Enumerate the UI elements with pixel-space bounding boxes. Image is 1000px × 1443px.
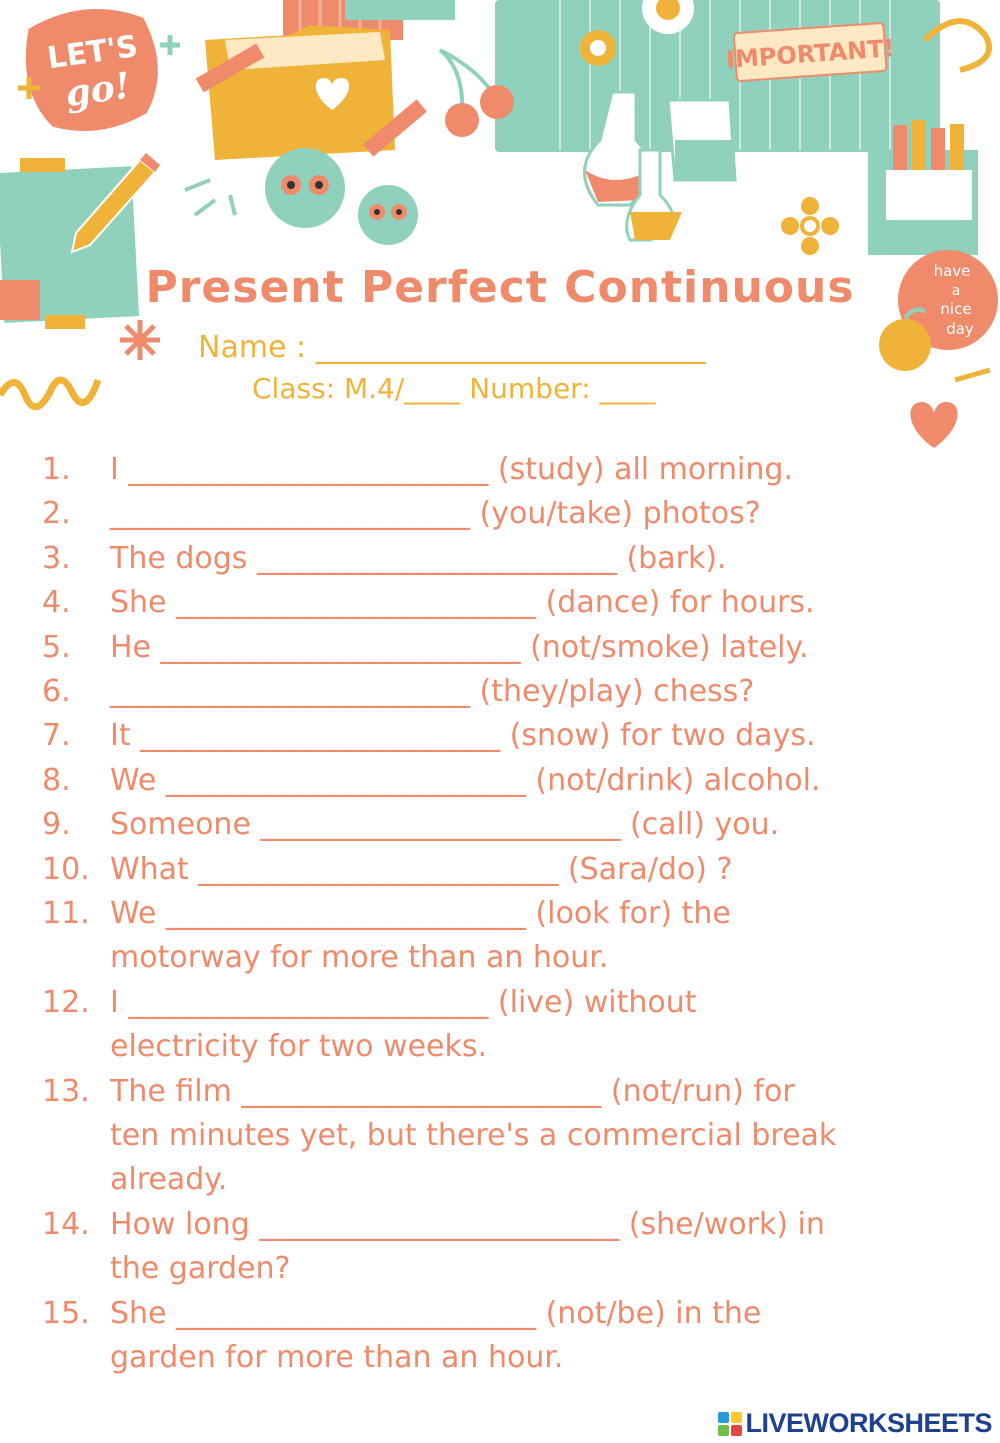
exercise-number: 4.: [42, 585, 71, 621]
liveworksheets-logo-icon: [718, 1412, 742, 1436]
class-number-line: Class: M.4/____ Number: ____: [252, 372, 656, 405]
brand-name: LIVEWORKSHEETS: [745, 1408, 992, 1438]
exercise-number: 5.: [42, 629, 71, 665]
exercise-number: 12.: [42, 984, 90, 1020]
exercise-text: ________________________ (you/take) photos?: [110, 496, 761, 532]
lets-go-sticker: [19, 0, 166, 138]
exercise-number: 8.: [42, 762, 71, 798]
exercise-number: 2.: [42, 496, 71, 532]
asterisk-icon: [120, 320, 160, 360]
exercise-text: We ________________________ (look for) the motorway for more than an hour.: [110, 896, 731, 976]
name-line: Name : __________________________: [198, 330, 706, 365]
liveworksheets-brand[interactable]: [718, 1408, 992, 1439]
cat-face-icon: [265, 148, 418, 245]
exercise-number: 11.: [42, 896, 90, 931]
exercise-number: 15.: [42, 1295, 90, 1331]
exercise-text: She ________________________ (dance) for hours.: [110, 585, 815, 621]
exercise-text: I ________________________ (study) all morning.: [110, 452, 793, 487]
exercise-text: The film ________________________ (not/run) for ten minutes yet, but there's a commercial break already.: [110, 1073, 837, 1198]
svg-text:have: have: [933, 262, 971, 280]
svg-text:LET'S: LET'S: [45, 29, 140, 77]
exercise-text: The dogs ________________________ (bark).: [110, 540, 727, 576]
exercise-number: 6.: [42, 674, 71, 709]
svg-text:day: day: [946, 320, 974, 338]
exercise-text: How long ________________________ (she/work) in the garden?: [110, 1206, 825, 1287]
exercise-text: ________________________ (they/play) chess?: [110, 674, 755, 709]
daisy-icon: [781, 197, 839, 255]
exercise-text: He ________________________ (not/smoke) lately.: [110, 629, 809, 665]
svg-text:nice: nice: [940, 300, 972, 318]
exercise-number: 3.: [42, 540, 71, 576]
exercise-text: She ________________________ (not/be) in the garden for more than an hour.: [110, 1295, 762, 1375]
exercise-text: We ________________________ (not/drink) alcohol.: [110, 762, 821, 798]
exercise-number: 13.: [42, 1073, 90, 1109]
exercise-number: 1.: [42, 452, 71, 487]
exercise-number: 10.: [42, 851, 90, 887]
exercise-number: 7.: [42, 718, 71, 754]
folder-icon: [196, 25, 427, 160]
exercise-text: Someone ________________________ (call) you.: [110, 807, 780, 843]
svg-text:go!: go!: [62, 64, 133, 116]
exercise-text: It ________________________ (snow) for two days.: [110, 718, 816, 754]
svg-text:a: a: [951, 283, 961, 299]
heart-icon: [910, 402, 957, 448]
exercise-number: 14.: [42, 1206, 90, 1242]
exercise-text: What ________________________ (Sara/do) ?: [110, 851, 733, 887]
exercise-text: I ________________________ (live) without electricity for two weeks.: [110, 984, 697, 1065]
worksheet-title: Present Perfect Continuous: [145, 262, 855, 313]
important-label: IMPORTANT!: [725, 34, 896, 74]
exercise-number: 9.: [42, 807, 71, 843]
